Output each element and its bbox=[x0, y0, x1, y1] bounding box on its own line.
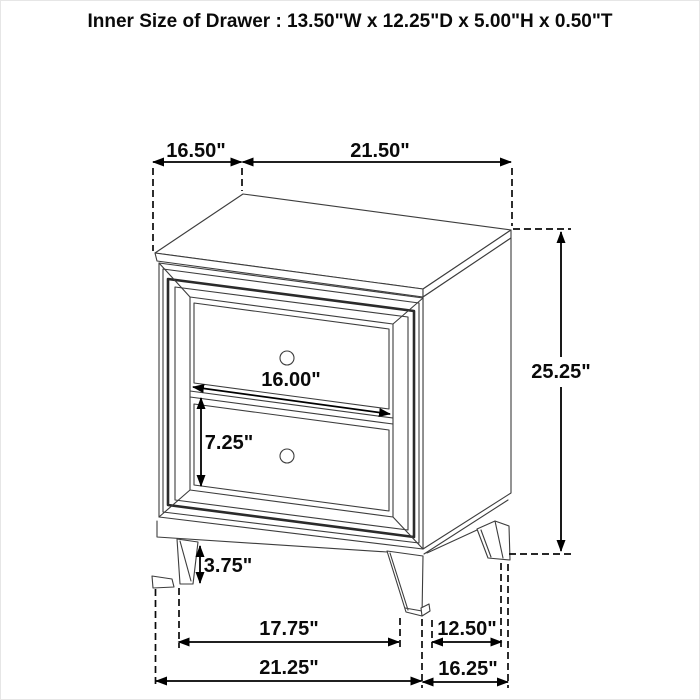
dim-label-top-depth: 16.50" bbox=[166, 140, 226, 162]
rear-left-foot bbox=[152, 576, 174, 588]
diagram-title: Inner Size of Drawer : 13.50"W x 12.25"D x 5.00"H x 0.50"T bbox=[87, 11, 613, 32]
rear-right-leg bbox=[477, 521, 510, 560]
dim-label-drawer-width: 16.00" bbox=[261, 369, 321, 391]
dim-label-base-depth: 16.25" bbox=[438, 658, 498, 680]
dim-label-side-leg-span: 12.50" bbox=[437, 618, 497, 640]
front-right-leg bbox=[387, 551, 430, 616]
front-left-leg bbox=[177, 539, 198, 584]
dim-label-leg-height: 3.75" bbox=[203, 555, 253, 577]
dim-label-top-width: 21.50" bbox=[350, 140, 410, 162]
dim-label-drawer-front-height: 7.25" bbox=[204, 432, 254, 454]
dim-label-base-width: 21.25" bbox=[259, 657, 319, 679]
lower-drawer-knob bbox=[280, 449, 294, 463]
dim-label-front-leg-span: 17.75" bbox=[259, 618, 319, 640]
dim-label-overall-height: 25.25" bbox=[531, 361, 591, 383]
upper-drawer-knob bbox=[280, 351, 294, 365]
nightstand-drawing bbox=[152, 194, 511, 616]
